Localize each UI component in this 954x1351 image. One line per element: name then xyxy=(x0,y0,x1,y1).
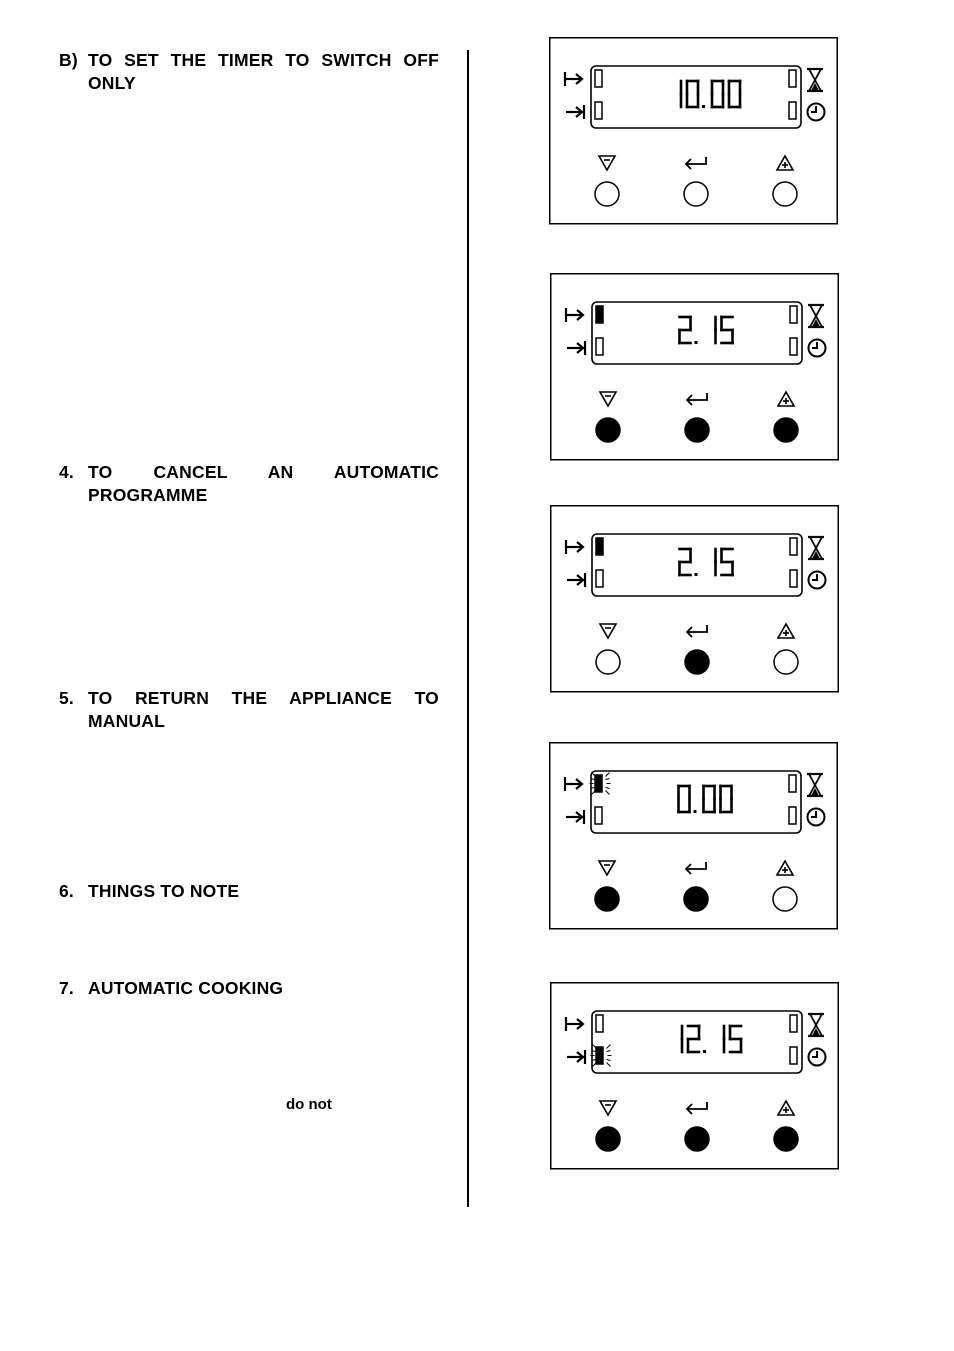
heading-number: 5. xyxy=(59,688,74,708)
heading-title: TO RETURN THE APPLIANCE TO MANUAL xyxy=(88,688,439,731)
end-time-indicator xyxy=(595,70,602,87)
duration-indicator xyxy=(595,102,602,119)
duration-indicator xyxy=(596,338,603,355)
clock-icon xyxy=(809,572,826,589)
minute-minder-indicator xyxy=(789,775,796,792)
minute-minder-indicator xyxy=(790,1015,797,1032)
clock-icon xyxy=(808,104,825,121)
display-window xyxy=(592,1011,802,1073)
heading-automatic-cooking xyxy=(59,977,439,1000)
timer-panel xyxy=(549,37,839,226)
column-divider xyxy=(467,50,469,1207)
timer-panel xyxy=(550,982,840,1171)
duration-indicator xyxy=(595,807,602,824)
plus-button xyxy=(773,887,797,911)
heading-title: TO CANCEL AN AUTOMATIC PROGRAMME xyxy=(88,462,439,505)
select-button xyxy=(684,887,708,911)
plus-button xyxy=(773,182,797,206)
heading-title: TO SET THE TIMER TO SWITCH OFF ONLY xyxy=(88,50,439,93)
minute-minder-indicator xyxy=(789,70,796,87)
end-time-indicator xyxy=(596,1015,603,1032)
clock-indicator xyxy=(790,1047,797,1064)
clock-indicator xyxy=(790,338,797,355)
select-button xyxy=(685,1127,709,1151)
panel-drawing xyxy=(550,505,840,694)
clock-indicator xyxy=(790,570,797,587)
display-window xyxy=(592,302,802,364)
timer-panel xyxy=(549,742,839,931)
heading-number: 4. xyxy=(59,462,74,482)
heading-title: THINGS TO NOTE xyxy=(88,881,240,901)
select-button xyxy=(685,650,709,674)
end-time-indicator xyxy=(595,775,602,792)
clock-icon xyxy=(809,1049,826,1066)
heading-return-to-manual xyxy=(59,687,439,733)
heading-things-to-note xyxy=(59,880,439,903)
clock-icon xyxy=(808,809,825,826)
clock-indicator xyxy=(789,102,796,119)
panel-drawing xyxy=(549,37,839,226)
timer-panel xyxy=(550,273,840,462)
plus-button xyxy=(774,1127,798,1151)
plus-button xyxy=(774,418,798,442)
minute-minder-indicator xyxy=(790,538,797,555)
panel-drawing xyxy=(550,982,840,1171)
select-button xyxy=(684,182,708,206)
select-button xyxy=(685,418,709,442)
clock-icon xyxy=(809,340,826,357)
panel-drawing xyxy=(550,273,840,462)
minus-button xyxy=(596,650,620,674)
minus-button xyxy=(596,1127,620,1151)
minus-button xyxy=(596,418,620,442)
minus-button xyxy=(595,182,619,206)
display-window xyxy=(591,771,801,833)
clock-indicator xyxy=(789,807,796,824)
end-time-indicator xyxy=(596,306,603,323)
heading-number: 7. xyxy=(59,978,74,998)
heading-number: B) xyxy=(59,50,78,70)
display-window xyxy=(592,534,802,596)
duration-indicator xyxy=(596,1047,603,1064)
duration-indicator xyxy=(596,570,603,587)
heading-number: 6. xyxy=(59,881,74,901)
panel-drawing xyxy=(549,742,839,931)
minute-minder-indicator xyxy=(790,306,797,323)
display-window xyxy=(591,66,801,128)
end-time-indicator xyxy=(596,538,603,555)
heading-cancel-programme xyxy=(59,461,439,507)
minus-button xyxy=(595,887,619,911)
heading-title: AUTOMATIC COOKING xyxy=(88,978,284,998)
timer-panel xyxy=(550,505,840,694)
plus-button xyxy=(774,650,798,674)
note-do-not: do not xyxy=(286,1096,332,1113)
heading-set-timer-switch-off xyxy=(59,49,439,95)
